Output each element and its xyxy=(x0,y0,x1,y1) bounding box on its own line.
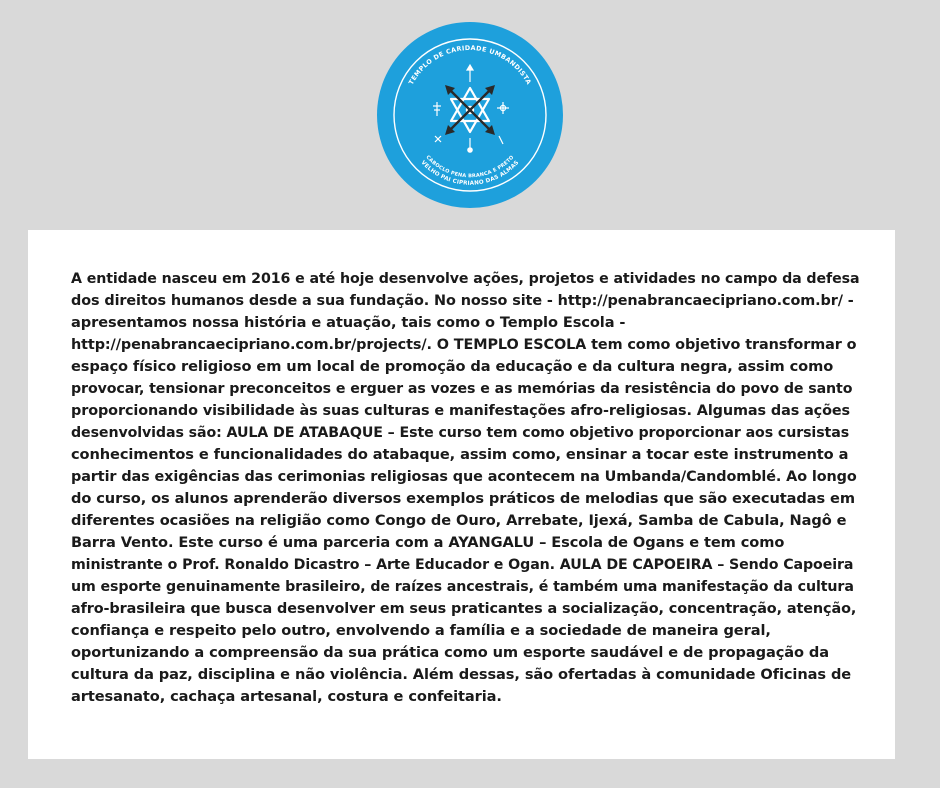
article-line: proporcionando visibilidade às suas culturas e manifestações afro-religiosas. Algumas das ações xyxy=(71,403,851,419)
article-line: artesanato, cachaça artesanal, costura e confeitaria. xyxy=(71,688,502,705)
article-line: desenvolvidas são: AULA DE ATABAQUE – Este curso tem como objetivo proporcionar aos cursistas xyxy=(71,425,850,441)
article-line: ministrante o Prof. Ronaldo Dicastro – Arte Educador e Ogan. AULA DE CAPOEIRA – Sendo Capoeira xyxy=(71,557,854,573)
logo-bottom-text-1: CABOCLO PENA BRANCA E PRETO xyxy=(424,154,516,180)
logo-top-text: TEMPLO DE CARIDADE UMBANDISTA xyxy=(406,43,533,87)
article-line: partir das exigências das cerimonias religiosas que acontecem na Umbanda/Candomblé. Ao longo xyxy=(71,469,857,485)
temple-emblem-icon xyxy=(377,22,563,208)
article-line: provocar, tensionar preconceitos e erguer as vozes e as memórias da resistência do povo de santo xyxy=(71,381,853,397)
logo-bottom-text-2: VELHO PAI CIPRIANO DAS ALMAS xyxy=(419,159,521,187)
article-line: diferentes ocasiões na religião como Congo de Ouro, Arrebate, Ijexá, Samba de Cabula, Nagô e xyxy=(71,512,847,529)
article-text xyxy=(71,268,859,708)
article-line: dos direitos humanos desde a sua fundação. No nosso site - http://penabrancaecipriano.com.br/ - xyxy=(71,293,854,309)
article-line: afro-brasileira que busca desenvolver em seus praticantes a socialização, concentração, atenção, xyxy=(71,601,857,617)
article-line: conhecimentos e funcionalidades do atabaque, assim como, ensinar a tocar este instrumento a xyxy=(71,446,849,463)
article-line: Barra Vento. Este curso é uma parceria com a AYANGALU – Escola de Ogans e tem como xyxy=(71,534,785,551)
article-line: http://penabrancaecipriano.com.br/projects/. O TEMPLO ESCOLA tem como objetivo transformar o xyxy=(71,337,857,353)
article-line: confiança e respeito pelo outro, envolvendo a família e a sociedade de maneira geral, xyxy=(71,622,771,639)
article-line: do curso, os alunos aprenderão diversos exemplos práticos de melodias que são executadas em xyxy=(71,490,855,507)
article-line: cultura da paz, disciplina e não violência. Além dessas, são ofertadas à comunidade Oficinas de xyxy=(71,666,852,683)
article-line: A entidade nasceu em 2016 e até hoje desenvolve ações, projetos e atividades no campo da defesa xyxy=(71,271,860,287)
temple-logo xyxy=(377,22,563,208)
article-line: um esporte genuinamente brasileiro, de raízes ancestrais, é também uma manifestação da cultura xyxy=(71,579,854,595)
content-card xyxy=(28,230,895,759)
article-line: espaço físico religioso em um local de promoção da educação e da cultura negra, assim como xyxy=(71,358,834,375)
article-line: apresentamos nossa história e atuação, tais como o Templo Escola - xyxy=(71,314,626,331)
article-line: oportunizando a compreensão da sua prática como um esporte saudável e de propagação da xyxy=(71,644,830,661)
